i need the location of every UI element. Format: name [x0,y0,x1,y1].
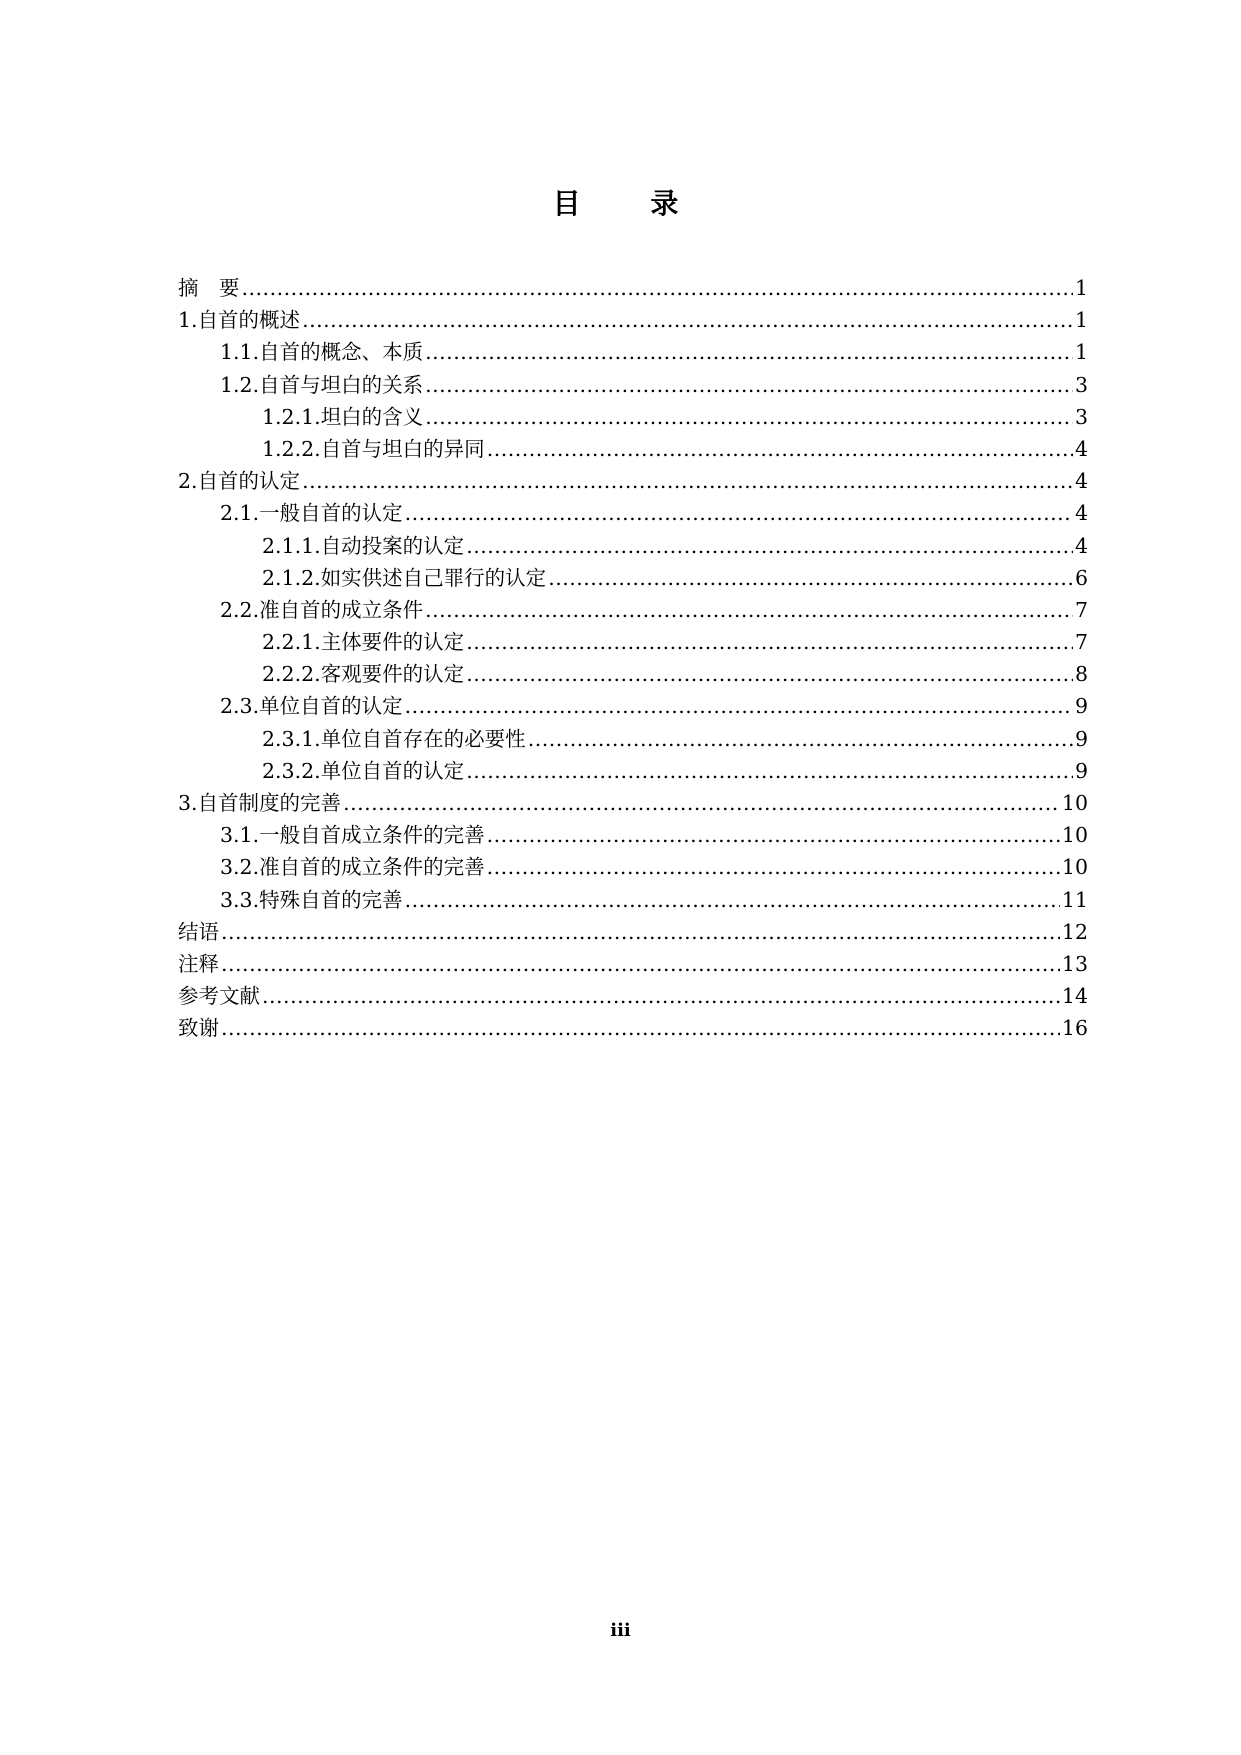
toc-entry-page: 12 [1061,919,1088,944]
toc-entry-label: 一般自首成立条件的完善 [259,823,485,848]
toc-entry[interactable] [178,723,1088,755]
toc-entry-label: 致谢 [178,1016,219,1041]
toc-dot-leader [466,626,1073,658]
toc-entry-page: 7 [1074,597,1088,622]
toc-entry[interactable] [178,530,1088,562]
toc-entry-label: 参考文献 [178,984,260,1009]
toc-entry[interactable] [178,916,1088,948]
toc-entry-label: 准自首的成立条件 [259,597,424,622]
toc-entry[interactable] [178,658,1088,690]
toc-dot-leader [425,369,1073,401]
toc-dot-leader [343,787,1060,819]
toc-entry[interactable] [178,433,1088,465]
toc-entry[interactable] [178,272,1088,304]
toc-entry-label: 特殊自首的完善 [259,887,403,912]
toc-entry-page: 16 [1061,1016,1088,1041]
toc-dot-leader [221,1012,1060,1044]
toc-entry-label: 注释 [178,951,219,976]
toc-entry-number: 2.1.2. [262,565,321,590]
toc-dot-leader [221,948,1060,980]
table-of-contents [178,272,1088,1045]
toc-entry-page: 4 [1074,501,1088,526]
toc-dot-leader [262,980,1060,1012]
toc-entry-number: 2.2. [220,597,260,622]
toc-entry-page: 6 [1074,565,1088,590]
toc-dot-leader [242,272,1073,304]
toc-dot-leader [466,530,1073,562]
toc-entry-label: 一般自首的认定 [259,501,403,526]
toc-entry-label: 自首制度的完善 [197,791,342,815]
toc-entry-label: 自首的认定 [197,469,301,494]
toc-entry-label: 自首与坦白的关系 [259,372,424,397]
toc-dot-leader [221,916,1060,948]
toc-entry[interactable] [178,304,1088,336]
toc-entry-page: 14 [1061,984,1088,1009]
toc-dot-leader [528,723,1073,755]
toc-entry-page: 7 [1074,630,1088,655]
toc-entry-number: 2.1.1. [262,533,321,558]
toc-entry[interactable] [178,819,1088,851]
toc-entry[interactable] [178,948,1088,980]
toc-entry-page: 10 [1061,855,1088,880]
toc-entry-label: 自动投案的认定 [320,533,465,558]
toc-entry-number: 1.2.2. [262,436,321,461]
toc-entry-page: 4 [1074,436,1088,461]
toc-dot-leader [466,658,1073,690]
toc-entry[interactable] [178,980,1088,1012]
toc-entry-number: 1.1. [220,340,260,365]
toc-dot-leader [487,851,1060,883]
toc-entry-label: 准自首的成立条件的完善 [259,855,485,880]
toc-entry-label: 单位自首的认定 [259,694,403,719]
toc-entry[interactable] [178,369,1088,401]
toc-entry-page: 3 [1074,372,1088,397]
toc-entry-page: 10 [1061,791,1088,815]
toc-dot-leader [548,562,1073,594]
toc-entry-label: 主体要件的认定 [320,630,465,655]
toc-dot-leader [425,336,1073,368]
toc-dot-leader [405,884,1060,916]
toc-entry-page: 4 [1074,469,1088,494]
toc-entry-page: 1 [1074,276,1088,300]
toc-entry[interactable] [178,465,1088,497]
toc-entry-number: 2.2.2. [262,662,321,687]
toc-entry-page: 9 [1074,694,1088,719]
toc-entry-label: 单位自首存在的必要性 [320,726,526,751]
toc-entry-page: 3 [1074,404,1088,429]
page-number: iii [610,1620,631,1641]
toc-dot-leader [487,819,1060,851]
toc-entry[interactable] [178,497,1088,529]
toc-entry-number: 2.3.2. [262,758,321,783]
toc-entry-number: 2.1. [220,501,260,526]
toc-entry-number: 3.3. [220,887,260,912]
toc-entry[interactable] [178,336,1088,368]
toc-entry-number: 1.2. [220,372,260,397]
toc-entry-label: 摘 要 [178,276,240,300]
toc-entry[interactable] [178,594,1088,626]
toc-entry-number: 3.2. [220,855,260,880]
toc-dot-leader [302,465,1073,497]
toc-entry[interactable] [178,562,1088,594]
toc-entry-number: 3.1. [220,823,260,848]
toc-entry-page: 13 [1061,951,1088,976]
toc-entry-label: 客观要件的认定 [320,662,465,687]
toc-entry-number: 1. [178,308,198,333]
toc-entry[interactable] [178,626,1088,658]
toc-entry[interactable] [178,1012,1088,1044]
toc-entry[interactable] [178,884,1088,916]
toc-dot-leader [466,755,1073,787]
toc-entry-number: 2.3. [220,694,260,719]
toc-entry-page: 11 [1061,887,1088,912]
toc-entry-number: 2. [178,469,198,494]
toc-entry-label: 自首的概述 [197,308,301,333]
toc-entry-page: 8 [1074,662,1088,687]
toc-entry[interactable] [178,755,1088,787]
toc-entry-page: 9 [1074,758,1088,783]
toc-dot-leader [405,497,1073,529]
toc-dot-leader [405,690,1073,722]
toc-entry-page: 1 [1074,340,1088,365]
toc-entry-number: 2.3.1. [262,726,321,751]
toc-entry-label: 结语 [178,919,219,944]
toc-entry-label: 如实供述自己罪行的认定 [320,565,547,590]
toc-entry-label: 单位自首的认定 [320,758,465,783]
toc-entry[interactable] [178,851,1088,883]
toc-entry[interactable] [178,690,1088,722]
toc-entry-label: 自首与坦白的异同 [320,436,485,461]
toc-entry-page: 1 [1074,308,1088,333]
toc-dot-leader [425,594,1073,626]
toc-title: 目 录 [552,187,709,220]
toc-entry-page: 4 [1074,533,1088,558]
toc-entry[interactable] [178,401,1088,433]
toc-entry-number: 1.2.1. [262,404,321,429]
toc-entry-label: 坦白的含义 [320,404,424,429]
toc-dot-leader [487,433,1073,465]
toc-dot-leader [425,401,1073,433]
toc-entry-number: 2.2.1. [262,630,321,655]
toc-entry-label: 自首的概念、本质 [259,340,424,365]
toc-entry-page: 10 [1061,823,1088,848]
toc-entry-page: 9 [1074,726,1088,751]
toc-dot-leader [302,304,1073,336]
toc-entry-number: 3. [178,791,198,815]
toc-entry[interactable] [178,787,1088,819]
